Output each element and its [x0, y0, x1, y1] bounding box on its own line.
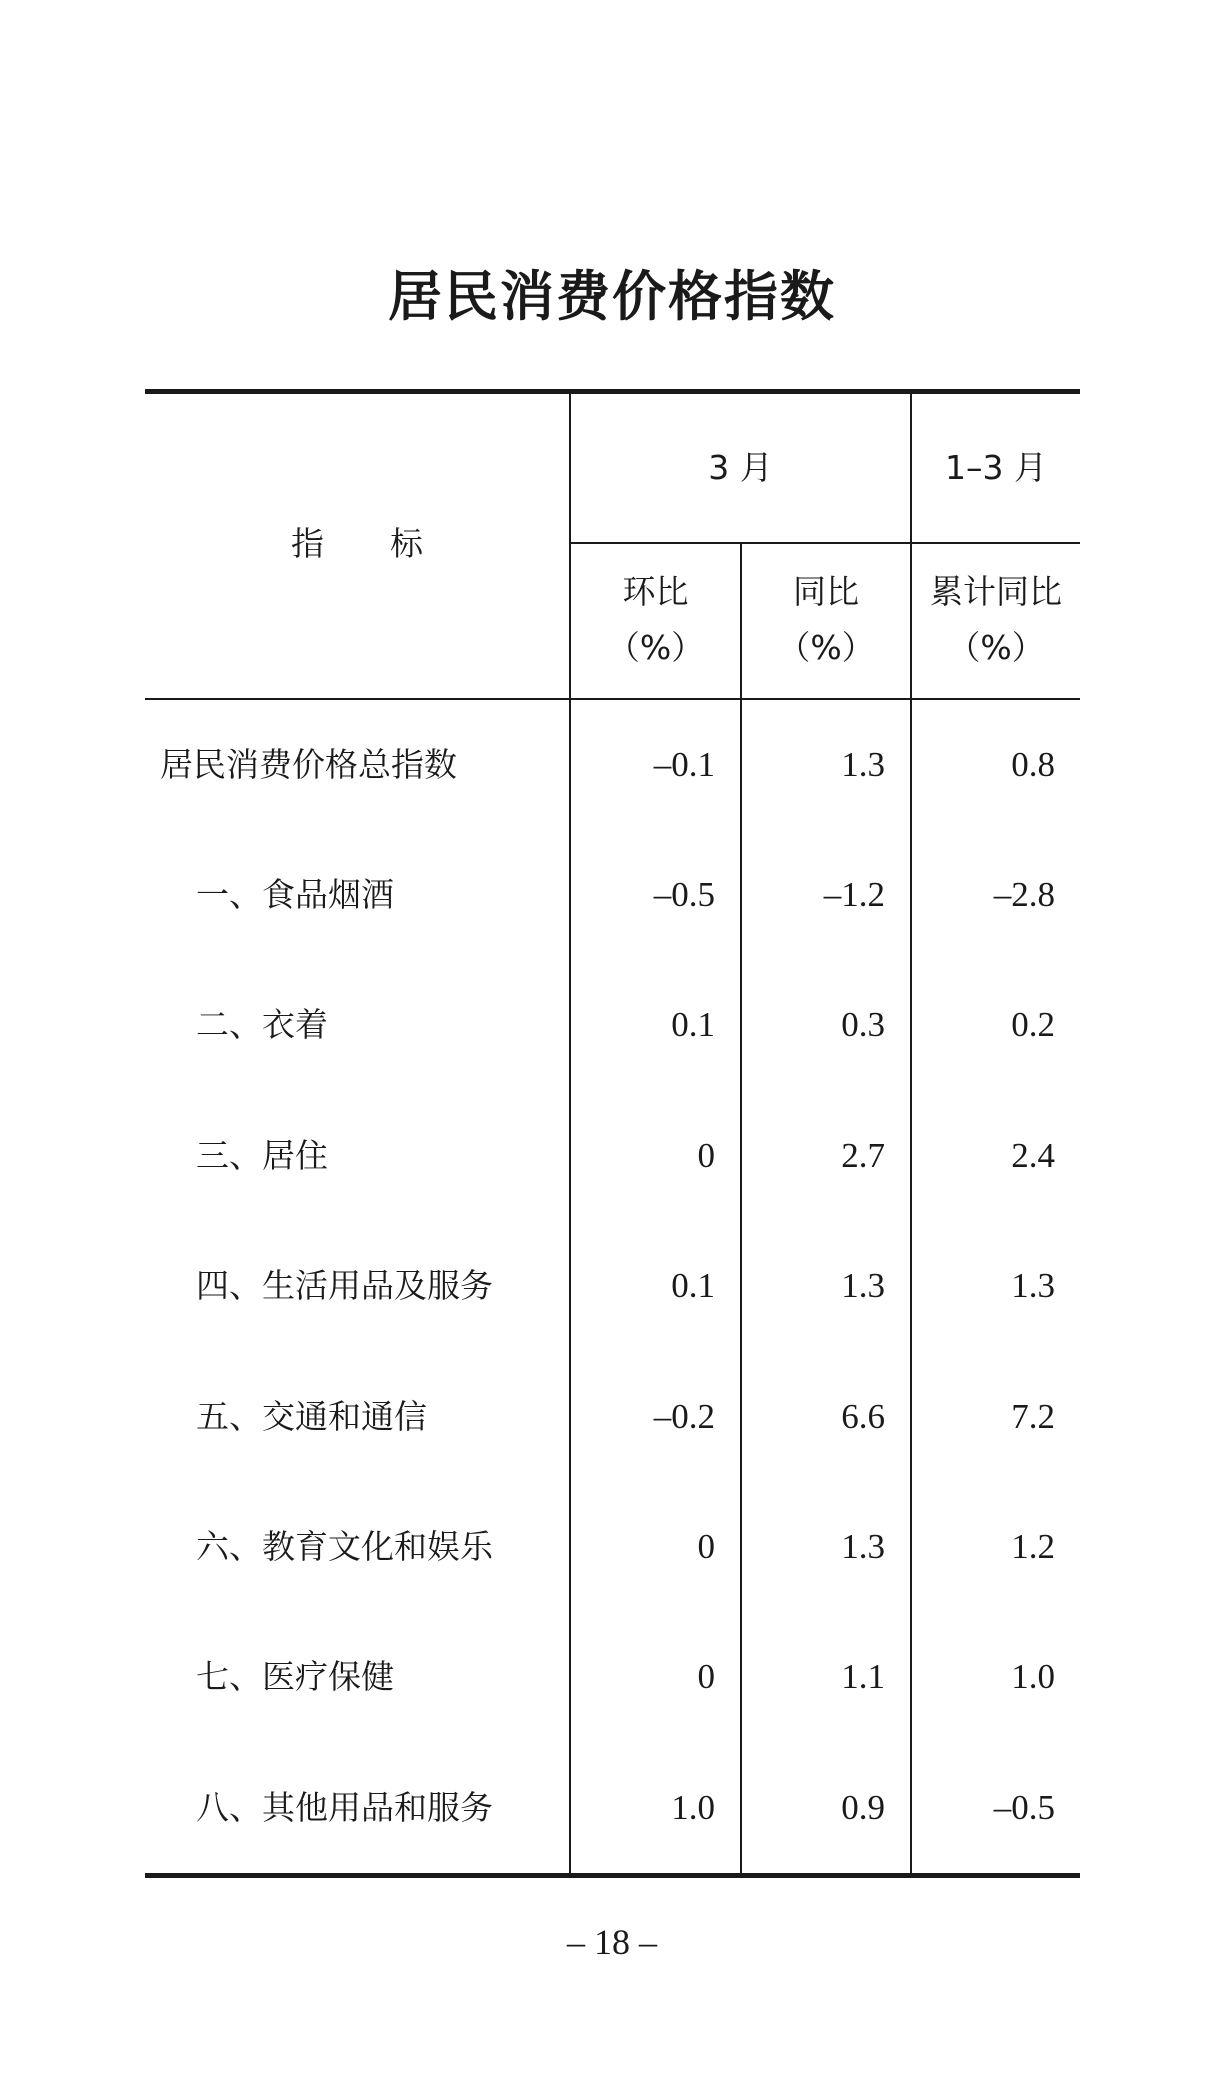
mom-value: –0.5 — [653, 875, 715, 914]
row-label: 四、生活用品及服务 — [196, 1266, 493, 1305]
mom-value: 0 — [697, 1657, 715, 1696]
table-top-rule — [145, 389, 1080, 394]
col-unit-cumulative: （%） — [947, 628, 1045, 667]
yoy-value: 2.7 — [841, 1136, 885, 1175]
col-header-cumulative: 累计同比 — [930, 572, 1062, 611]
cumulative-value: –2.8 — [993, 875, 1055, 914]
mom-value: 1.0 — [671, 1788, 715, 1827]
yoy-value: –1.2 — [823, 875, 885, 914]
mom-value: 0 — [697, 1527, 715, 1566]
row-label: 一、食品烟酒 — [196, 875, 394, 914]
header-split-rule — [571, 542, 1080, 544]
col-header-mom: 环比 — [622, 572, 689, 611]
header-bottom-rule — [145, 698, 1080, 700]
mom-value: 0.1 — [671, 1005, 715, 1044]
cumulative-value: –0.5 — [993, 1788, 1055, 1827]
yoy-value: 1.3 — [841, 745, 885, 784]
yoy-value: 1.3 — [841, 1527, 885, 1566]
row-label: 五、交通和通信 — [196, 1397, 427, 1436]
yoy-value: 1.3 — [841, 1266, 885, 1305]
mom-value: –0.1 — [653, 745, 715, 784]
cumulative-value: 1.2 — [1011, 1527, 1055, 1566]
col-unit-mom: （%） — [606, 628, 705, 667]
row-label: 居民消费价格总指数 — [160, 745, 457, 784]
yoy-value: 1.1 — [841, 1657, 885, 1696]
group-header-jan-mar: 1–3 月 — [945, 448, 1047, 487]
page-title: 居民消费价格指数 — [388, 265, 836, 328]
row-label: 七、医疗保健 — [196, 1657, 394, 1696]
yoy-value: 0.3 — [841, 1005, 885, 1044]
yoy-value: 0.9 — [841, 1788, 885, 1827]
cumulative-value: 0.8 — [1011, 745, 1055, 784]
mom-value: 0 — [697, 1136, 715, 1175]
table-bottom-rule — [145, 1873, 1080, 1878]
cumulative-value: 2.4 — [1011, 1136, 1055, 1175]
cumulative-value: 1.3 — [1011, 1266, 1055, 1305]
row-label: 六、教育文化和娱乐 — [196, 1527, 493, 1566]
cumulative-value: 0.2 — [1011, 1005, 1055, 1044]
row-label: 三、居住 — [196, 1136, 328, 1175]
col-header-yoy: 同比 — [793, 572, 859, 611]
mom-value: 0.1 — [671, 1266, 715, 1305]
yoy-value: 6.6 — [841, 1397, 885, 1436]
row-label: 八、其他用品和服务 — [196, 1788, 493, 1827]
group-header-march: 3 月 — [708, 448, 773, 487]
indicator-header: 指 标 — [291, 524, 423, 563]
cumulative-value: 1.0 — [1011, 1657, 1055, 1696]
row-label: 二、衣着 — [196, 1005, 328, 1044]
cumulative-value: 7.2 — [1011, 1397, 1055, 1436]
mom-value: –0.2 — [653, 1397, 715, 1436]
col-unit-yoy: （%） — [777, 628, 875, 667]
page-number: – 18 – — [567, 1922, 657, 1962]
